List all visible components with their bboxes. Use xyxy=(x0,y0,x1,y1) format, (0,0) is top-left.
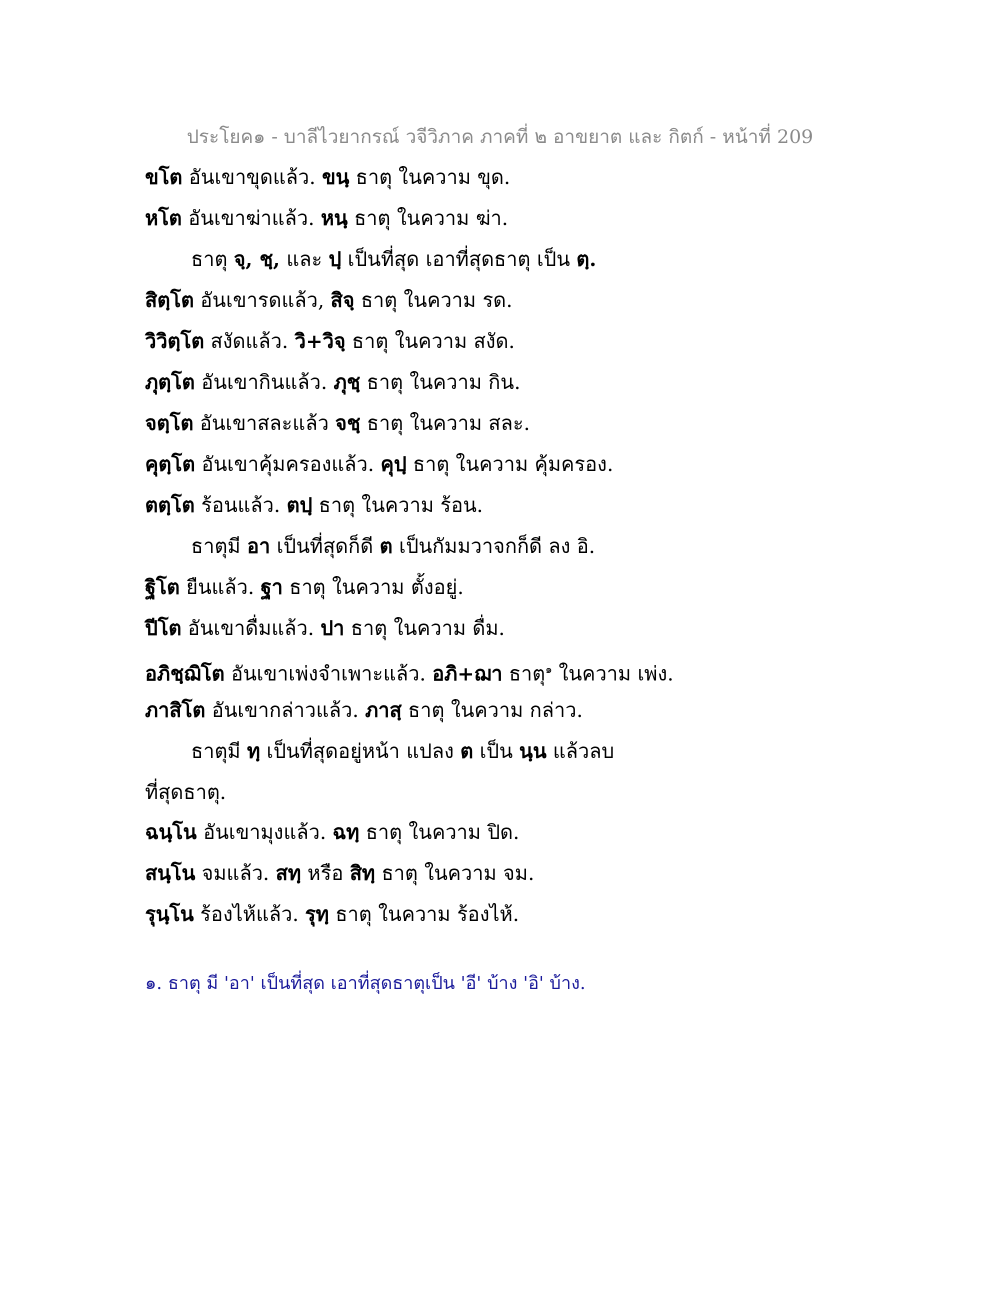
pali-term: ฐา xyxy=(260,575,283,599)
text-segment: เป็นกัมมวาจกก็ดี ลง อิ. xyxy=(392,534,596,558)
text-segment: เป็นที่สุดอยู่หน้า แปลง xyxy=(260,739,461,763)
text-segment: ธาตุ ในความ ฆ่า. xyxy=(347,206,509,230)
text-segment: แล้วลบ xyxy=(546,739,615,763)
pali-term: ภุชฺ xyxy=(333,370,361,394)
pali-term: คุตฺโต xyxy=(145,452,196,476)
text-line xyxy=(145,812,865,853)
text-line xyxy=(145,198,865,239)
text-line xyxy=(145,157,865,198)
pali-term: ปฺ xyxy=(328,247,342,271)
text-segment: ธาตุ ในความ ร้องไห้. xyxy=(328,902,520,926)
text-segment: อันเขาคุ้มครองแล้ว. xyxy=(195,452,381,476)
pali-term: ต xyxy=(379,534,393,558)
pali-term: สทฺ xyxy=(275,861,302,885)
text-segment: ธาตุ ในความ ขุด. xyxy=(349,165,511,189)
page-header: ประโยค๑ - บาลีไวยากรณ์ วจีวิภาค ภาคที่ ๒ อาขยาต และ กิตก์ - หน้าที่ 209 xyxy=(186,126,814,148)
text-line xyxy=(145,772,865,812)
text-segment: ธาตุ ในความ รด. xyxy=(354,288,513,312)
pali-term: ขนฺ xyxy=(321,165,350,189)
text-line xyxy=(145,608,865,649)
text-line xyxy=(145,526,865,567)
body-text xyxy=(145,157,865,935)
pali-term: ปา xyxy=(320,616,345,640)
text-segment: จมแล้ว. xyxy=(195,861,276,885)
text-line xyxy=(145,894,865,935)
pali-term: สิตฺโต xyxy=(145,288,194,312)
pali-term: ทฺ xyxy=(246,739,261,763)
pali-term: อภิชฺฌิโต xyxy=(145,661,225,686)
pali-term: สนฺโน xyxy=(145,861,196,885)
text-segment: ธาตุ xyxy=(502,661,546,686)
text-line xyxy=(145,567,865,608)
pali-term: วิวิตฺโต xyxy=(145,329,205,353)
text-segment: ยืนแล้ว. xyxy=(179,575,261,599)
pali-term: ฉนฺโน xyxy=(145,820,197,844)
text-segment: ธาตุมี xyxy=(191,739,247,763)
pali-term: ตปฺ xyxy=(286,493,313,517)
pali-term: สิทฺ xyxy=(349,861,376,885)
footnote-marker: ๑ xyxy=(545,663,553,676)
pali-term: ฐิโต xyxy=(145,575,180,599)
pali-term: ภาสฺ xyxy=(365,698,402,722)
text-segment: ธาตุ ในความ กิน. xyxy=(360,370,521,394)
pali-term: ตตฺโต xyxy=(145,493,195,517)
text-segment: ธาตุมี xyxy=(191,534,247,558)
text-segment: ธาตุ ในความ จม. xyxy=(375,861,535,885)
pali-term: อา xyxy=(246,534,271,558)
text-line xyxy=(145,321,865,362)
text-segment: เป็นที่สุดก็ดี xyxy=(270,534,380,558)
text-segment: หรือ xyxy=(301,861,350,885)
pali-term: สิจฺ xyxy=(330,288,355,312)
text-line xyxy=(145,485,865,526)
text-segment: ในความ เพ่ง. xyxy=(552,661,674,686)
pali-term: รุนฺโน xyxy=(145,902,194,926)
text-segment: อันเขามุงแล้ว. xyxy=(196,820,333,844)
pali-term: จตฺโต xyxy=(145,411,194,435)
text-segment: สงัดแล้ว. xyxy=(204,329,295,353)
pali-term: ฉทฺ xyxy=(332,820,360,844)
text-segment: อันเขาสละแล้ว xyxy=(193,411,336,435)
text-segment: เป็นที่สุด เอาที่สุดธาตุ เป็น xyxy=(341,247,577,271)
pali-term: จชฺ xyxy=(335,411,361,435)
footnote: ๑. ธาตุ มี 'อา' เป็นที่สุด เอาที่สุดธาตุเป็น 'อี' บ้าง 'อิ' บ้าง. xyxy=(145,973,586,994)
text-segment: ธาตุ ในความ กล่าว. xyxy=(401,698,583,722)
text-segment: และ xyxy=(279,247,329,271)
text-segment: ธาตุ ในความ คุ้มครอง. xyxy=(406,452,614,476)
text-segment: ธาตุ xyxy=(191,247,234,271)
text-line xyxy=(145,362,865,403)
pali-term: ตฺ. xyxy=(576,247,597,271)
pali-term: จฺ, ชฺ, xyxy=(233,247,280,271)
text-line xyxy=(145,731,865,772)
text-segment: ที่สุดธาตุ. xyxy=(145,780,227,804)
text-segment: ธาตุ ในความ สละ. xyxy=(360,411,530,435)
text-segment: ธาตุ ในความ ตั้งอยู่. xyxy=(282,575,464,599)
text-segment: ธาตุ ในความ ดื่ม. xyxy=(344,616,505,640)
pali-term: หนฺ xyxy=(320,206,348,230)
pali-term: คุปฺ xyxy=(380,452,407,476)
pali-term: นฺน xyxy=(519,739,547,763)
text-line xyxy=(145,853,865,894)
pali-term: ภุตฺโต xyxy=(145,370,195,394)
text-segment: อันเขารดแล้ว, xyxy=(193,288,331,312)
text-segment: อันเขากล่าวแล้ว. xyxy=(205,698,366,722)
pali-term: วิ+วิจฺ xyxy=(294,329,346,353)
text-segment: ธาตุ ในความ ร้อน. xyxy=(312,493,484,517)
pali-term: ต xyxy=(460,739,474,763)
text-line xyxy=(145,280,865,321)
text-line xyxy=(145,239,865,280)
text-segment: อันเขากินแล้ว. xyxy=(194,370,334,394)
text-segment: ร้องไห้แล้ว. xyxy=(193,902,306,926)
text-line xyxy=(145,403,865,444)
text-segment: อันเขาเพ่งจำเพาะแล้ว. xyxy=(224,661,433,686)
text-line xyxy=(145,649,865,690)
text-segment: ธาตุ ในความ สงัด. xyxy=(345,329,515,353)
text-line xyxy=(145,690,865,731)
text-segment: อันเขาขุดแล้ว. xyxy=(182,165,322,189)
text-segment: อันเขาดื่มแล้ว. xyxy=(181,616,321,640)
text-segment: ธาตุ ในความ ปิด. xyxy=(359,820,520,844)
text-segment: อันเขาฆ่าแล้ว. xyxy=(181,206,321,230)
text-segment: ร้อนแล้ว. xyxy=(194,493,287,517)
pali-term: หโต xyxy=(145,206,182,230)
pali-term: ขโต xyxy=(145,165,183,189)
pali-term: ภาสิโต xyxy=(145,698,206,722)
text-line xyxy=(145,444,865,485)
text-segment: เป็น xyxy=(473,739,520,763)
pali-term: ปีโต xyxy=(145,616,182,640)
pali-term: อภิ+ฌา xyxy=(432,661,503,686)
pali-term: รุทฺ xyxy=(305,902,329,926)
